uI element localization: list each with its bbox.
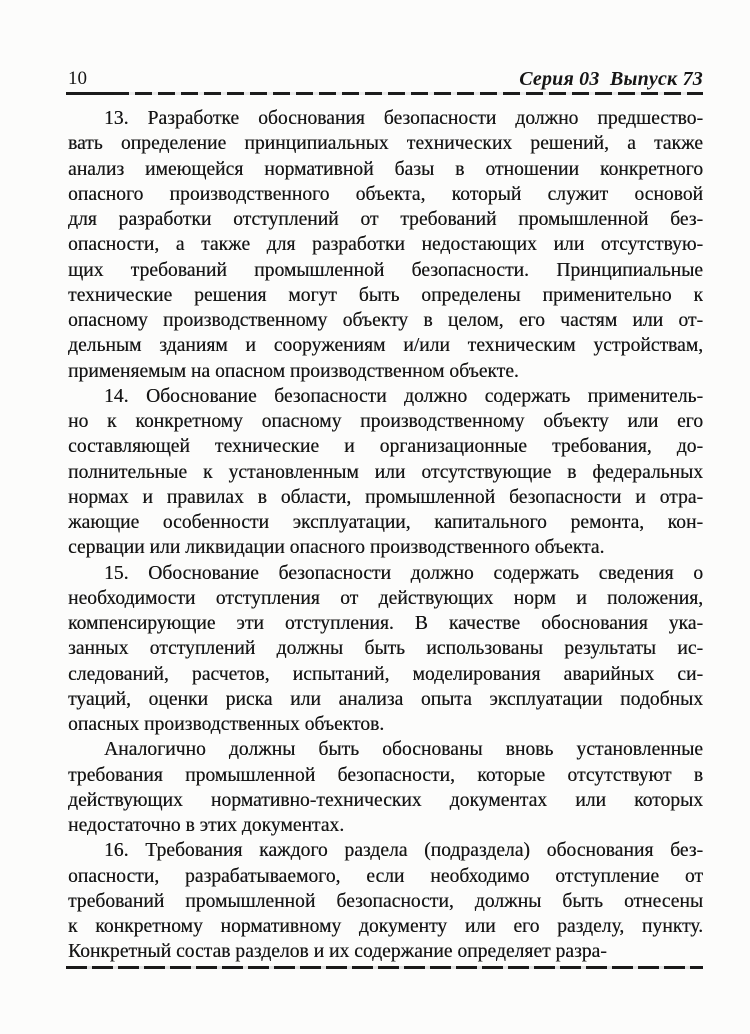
text-line: нормах и правилах в области, промышленной безопасности и отра- (68, 486, 703, 508)
text-line: Аналогично должны быть обоснованы вновь установленные (104, 739, 703, 761)
text-line: требований промышленной безопасности, должны быть отнесены (68, 890, 703, 912)
text-line: 14. Обоснование безопасности должно содержать применитель- (104, 385, 703, 407)
text-line: для разработки отступлений от требований промышленной без- (68, 209, 703, 230)
text-line: компенсирующие эти отступления. В качестве обоснования ука- (68, 613, 703, 634)
text-line: вать определение принципиальных технических решений, а также (68, 133, 703, 155)
text-line: дельным зданиям и сооружениям и/или техническим устройствам, (68, 335, 703, 357)
text-line: к конкретному нормативному документу или его разделу, пункту. (68, 916, 703, 937)
text-line: применяемым на опасном производственном объекте. (68, 360, 519, 382)
running-title: Серия 03 Выпуск 73 (519, 68, 703, 90)
paragraph (68, 106, 703, 384)
text-line: опасности, разрабатываемого, если необходимо отступление от (68, 865, 703, 887)
text-line: составляющей технические и организационные требования, до- (68, 436, 703, 458)
text-line: полнительные к установленным или отсутствующие в федеральных (68, 461, 703, 483)
text-line: щих требований промышленной безопасности. Принципиальные (68, 259, 703, 281)
paragraph (68, 561, 703, 738)
text-line: анализ имеющейся нормативной базы в отношении конкретного (68, 158, 703, 180)
paragraph (68, 838, 703, 964)
paragraph (68, 384, 703, 561)
text-line: опасного производственного объекта, который служит основой (68, 183, 703, 205)
text-line: недостаточно в этих документах. (68, 815, 345, 836)
text-line: жающие особенности эксплуатации, капитального ремонта, кон- (68, 512, 703, 533)
text-line: требования промышленной безопасности, которые отсутствуют в (68, 764, 703, 786)
text-body (68, 106, 703, 965)
text-line: 13. Разработке обоснования безопасности должно предшество- (104, 108, 703, 129)
paragraph (68, 737, 703, 838)
text-line: технические решения могут быть определены применительно к (68, 284, 703, 306)
page-header (68, 64, 703, 90)
header-rule (66, 92, 703, 95)
text-line: сервации или ликвидации опасного производственного объекта. (68, 537, 605, 559)
text-line: следований, расчетов, испытаний, моделирования аварийных си- (68, 663, 703, 685)
text-line: опасному производственному объекту в целом, его частям или от- (68, 310, 703, 331)
text-line: занных отступлений должны быть использованы результаты ис- (68, 638, 703, 660)
footer-rule (66, 966, 703, 969)
text-line: Конкретный состав разделов и их содержание определяет разра- (68, 941, 607, 963)
page-number: 10 (68, 68, 87, 89)
text-line: необходимости отступления от действующих норм и положения, (68, 587, 703, 609)
text-line: 15. Обоснование безопасности должно содержать сведения о (104, 562, 703, 584)
text-line: действующих нормативно-технических документах или которых (68, 789, 703, 811)
text-line: опасных производственных объектов. (68, 714, 385, 735)
text-line: но к конкретному опасному производственному объекту или его (68, 411, 703, 432)
text-line: 16. Требования каждого раздела (подраздела) обоснования без- (104, 840, 703, 862)
text-line: опасности, а также для разработки недостающих или отсутствую- (68, 234, 703, 256)
text-line: туаций, оценки риска или анализа опыта эксплуатации подобных (68, 688, 703, 710)
